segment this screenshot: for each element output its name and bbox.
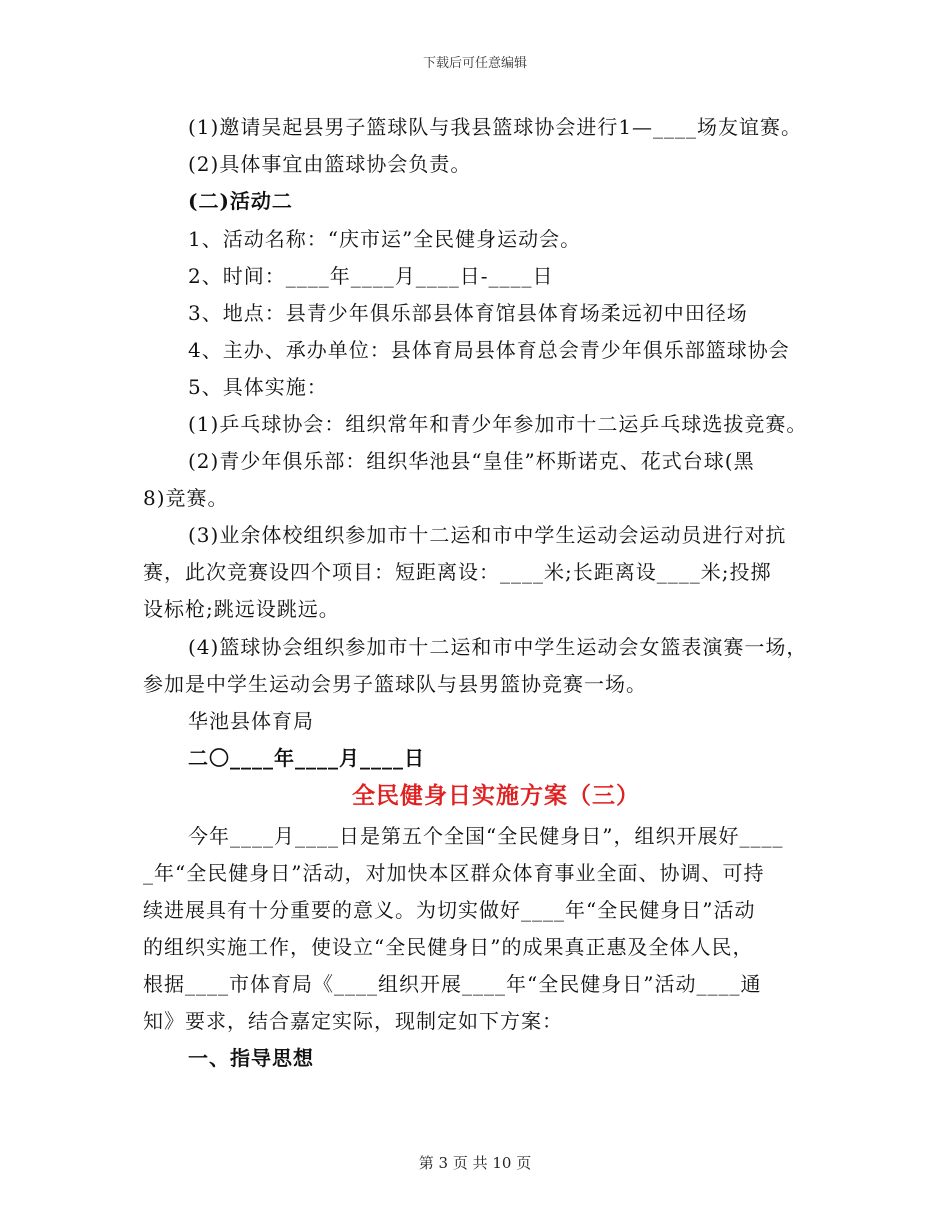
signature-org: 华池县体育局 (188, 709, 314, 733)
body-line: _年“全民健身日”活动，对加快本区群众体育事业全面、协调、可持 (143, 861, 765, 885)
body-line: 5、具体实施： (188, 375, 328, 399)
body-line: 1、活动名称：“庆市运”全民健身运动会。 (188, 227, 582, 251)
body-line: 8)竞赛。 (143, 486, 229, 510)
body-line: (1)邀请吴起县男子篮球队与我县篮球协会进行1—____场友谊赛。 (188, 115, 803, 139)
body-line: (2)具体事宜由篮球协会负责。 (188, 152, 472, 176)
body-line: 根据____市体育局《____组织开展____年“全民健身日”活动____通 (143, 972, 762, 996)
body-line: (4)篮球协会组织参加市十二运和市中学生运动会女篮表演赛一场， (188, 635, 808, 659)
body-line: 2、时间：____年____月____日-____日 (188, 264, 554, 288)
body-line: 知》要求，结合嘉定实际，现制定如下方案： (143, 1009, 563, 1033)
body-line: 今年____月____日是第五个全国“全民健身日”，组织开展好____ (188, 824, 784, 848)
body-line: 的组织实施工作，使设立“全民健身日”的成果真正惠及全体人民， (143, 935, 754, 959)
body-line: (2)青少年俱乐部：组织华池县“皇佳”杯斯诺克、花式台球(黑 (188, 449, 755, 473)
body-line: 4、主办、承办单位：县体育局县体育总会青少年俱乐部篮球协会 (188, 338, 790, 362)
signature-date: 二〇____年____月____日 (188, 746, 425, 770)
section-heading: (二)活动二 (188, 189, 293, 213)
body-line: 3、地点：县青少年俱乐部县体育馆县体育场柔远初中田径场 (188, 301, 748, 325)
section-heading: 一、指导思想 (188, 1046, 314, 1070)
body-line: (3)业余体校组织参加市十二运和市中学生运动会运动员进行对抗 (188, 523, 787, 547)
page-footer: 第 3 页 共 10 页 (418, 1154, 532, 1172)
body-line: 设标枪;跳远设跳远。 (143, 597, 340, 621)
body-line: 赛，此次竞赛设四个项目：短距离设：____米;长距离设____米;投掷 (143, 560, 772, 584)
body-line: 续进展具有十分重要的意义。为切实做好____年“全民健身日”活动 (143, 898, 756, 922)
page-header: 下载后可任意编辑 (422, 56, 527, 71)
document-title: 全民健身日实施方案（三） (352, 782, 640, 809)
body-line: 参加是中学生运动会男子篮球队与县男篮协竞赛一场。 (143, 672, 647, 696)
body-line: (1)乒乓球协会：组织常年和青少年参加市十二运乒乓球选拔竞赛。 (188, 412, 808, 436)
